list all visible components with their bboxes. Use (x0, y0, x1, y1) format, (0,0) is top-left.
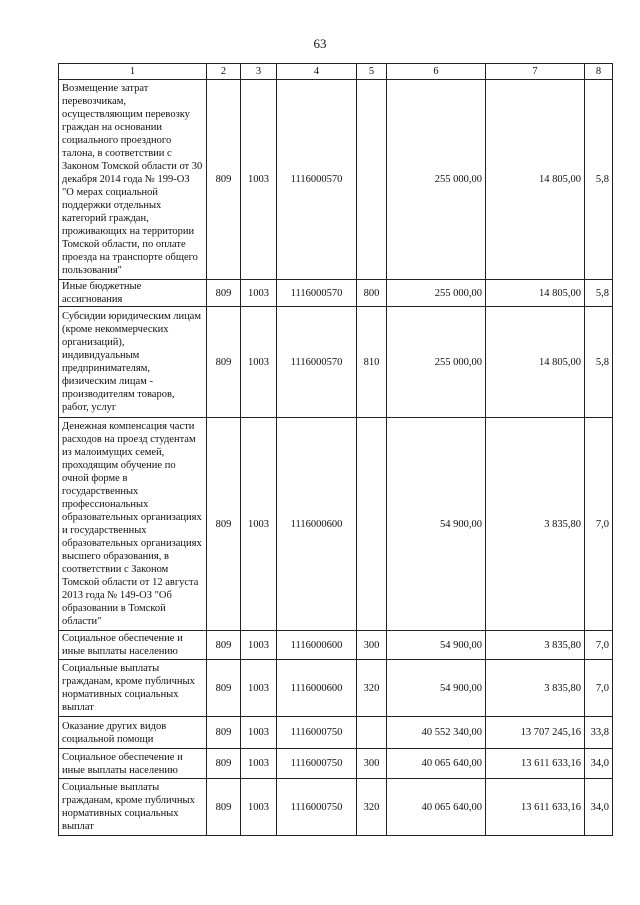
row-name: Иные бюджетные ассигнования (59, 280, 207, 307)
table-row (59, 418, 613, 631)
row-pct: 5,8 (585, 80, 613, 280)
row-cs: 1116000750 (277, 717, 357, 749)
table-row (59, 631, 613, 660)
row-fact: 3 835,80 (486, 660, 585, 717)
row-vr: 320 (357, 660, 387, 717)
row-pct: 5,8 (585, 280, 613, 307)
row-name: Социальные выплаты гражданам, кроме публичных нормативных социальных выплат (59, 779, 207, 836)
row-vr: 810 (357, 307, 387, 418)
table-row (59, 717, 613, 749)
row-vr: 300 (357, 631, 387, 660)
row-rz: 1003 (241, 779, 277, 836)
row-pct: 34,0 (585, 779, 613, 836)
row-cs: 1116000570 (277, 280, 357, 307)
row-rz: 1003 (241, 307, 277, 418)
row-rz: 1003 (241, 749, 277, 779)
row-plan: 255 000,00 (387, 80, 486, 280)
row-name: Субсидии юридическим лицам (кроме некоммерческих организаций), индивидуальным предпринимателям, физическим лицам - производителям товаров, работ, услуг (59, 307, 207, 418)
row-name: Денежная компенсация части расходов на проезд студентам из малоимущих семей, проходящим обучение по очной форме в государственных профессиональных образовательных организациях и государственных образовательных организациях высшего образования, в соответствии с Законом Томской области от 12 августа 2013 года № 149-ОЗ "Об образовании в Томской области" (59, 418, 207, 631)
row-gr: 809 (207, 660, 241, 717)
row-vr: 800 (357, 280, 387, 307)
row-name: Оказание других видов социальной помощи (59, 717, 207, 749)
row-vr (357, 80, 387, 280)
row-gr: 809 (207, 779, 241, 836)
header-cell-5: 5 (357, 64, 387, 80)
row-name: Социальные выплаты гражданам, кроме публичных нормативных социальных выплат (59, 660, 207, 717)
row-gr: 809 (207, 80, 241, 280)
row-plan: 40 065 640,00 (387, 749, 486, 779)
row-gr: 809 (207, 717, 241, 749)
table-row (59, 80, 613, 280)
row-plan: 54 900,00 (387, 660, 486, 717)
row-fact: 13 611 633,16 (486, 749, 585, 779)
row-cs: 1116000600 (277, 660, 357, 717)
row-cs: 1116000600 (277, 418, 357, 631)
row-plan: 54 900,00 (387, 631, 486, 660)
row-rz: 1003 (241, 80, 277, 280)
row-vr: 300 (357, 749, 387, 779)
row-fact: 14 805,00 (486, 307, 585, 418)
row-fact: 14 805,00 (486, 80, 585, 280)
row-pct: 33,8 (585, 717, 613, 749)
row-cs: 1116000570 (277, 80, 357, 280)
row-cs: 1116000750 (277, 779, 357, 836)
row-fact: 14 805,00 (486, 280, 585, 307)
header-cell-6: 6 (387, 64, 486, 80)
row-pct: 34,0 (585, 749, 613, 779)
row-vr (357, 717, 387, 749)
row-gr: 809 (207, 749, 241, 779)
header-cell-8: 8 (585, 64, 613, 80)
header-cell-1: 1 (59, 64, 207, 80)
table-row (59, 779, 613, 836)
row-fact: 13 707 245,16 (486, 717, 585, 749)
page-number: 63 (313, 36, 327, 51)
row-pct: 7,0 (585, 631, 613, 660)
table-header-row (59, 64, 613, 80)
row-gr: 809 (207, 280, 241, 307)
row-rz: 1003 (241, 418, 277, 631)
row-plan: 40 065 640,00 (387, 779, 486, 836)
row-plan: 40 552 340,00 (387, 717, 486, 749)
header-cell-2: 2 (207, 64, 241, 80)
row-pct: 7,0 (585, 660, 613, 717)
row-fact: 13 611 633,16 (486, 779, 585, 836)
row-vr (357, 418, 387, 631)
row-name: Социальное обеспечение и иные выплаты населению (59, 749, 207, 779)
row-cs: 1116000570 (277, 307, 357, 418)
table-row (59, 307, 613, 418)
table-row (59, 280, 613, 307)
row-plan: 54 900,00 (387, 418, 486, 631)
header-cell-7: 7 (486, 64, 585, 80)
row-plan: 255 000,00 (387, 307, 486, 418)
row-pct: 5,8 (585, 307, 613, 418)
row-rz: 1003 (241, 631, 277, 660)
row-name: Социальное обеспечение и иные выплаты населению (59, 631, 207, 660)
row-fact: 3 835,80 (486, 418, 585, 631)
row-gr: 809 (207, 307, 241, 418)
row-cs: 1116000750 (277, 749, 357, 779)
row-fact: 3 835,80 (486, 631, 585, 660)
row-gr: 809 (207, 631, 241, 660)
table-row (59, 749, 613, 779)
row-pct: 7,0 (585, 418, 613, 631)
row-gr: 809 (207, 418, 241, 631)
row-vr: 320 (357, 779, 387, 836)
row-rz: 1003 (241, 717, 277, 749)
row-plan: 255 000,00 (387, 280, 486, 307)
header-cell-3: 3 (241, 64, 277, 80)
row-cs: 1116000600 (277, 631, 357, 660)
row-rz: 1003 (241, 660, 277, 717)
budget-table (58, 63, 613, 836)
table-row (59, 660, 613, 717)
row-name: Возмещение затрат перевозчикам, осуществляющим перевозку граждан на основании социального проездного талона, в соответствии с Законом Томской области от 30 декабря 2014 года № 199-ОЗ "О мерах социальной поддержки отдельных категорий граждан, проживающих на территории Томской области, по оплате проезда на транспорте общего пользования" (59, 80, 207, 280)
row-rz: 1003 (241, 280, 277, 307)
header-cell-4: 4 (277, 64, 357, 80)
